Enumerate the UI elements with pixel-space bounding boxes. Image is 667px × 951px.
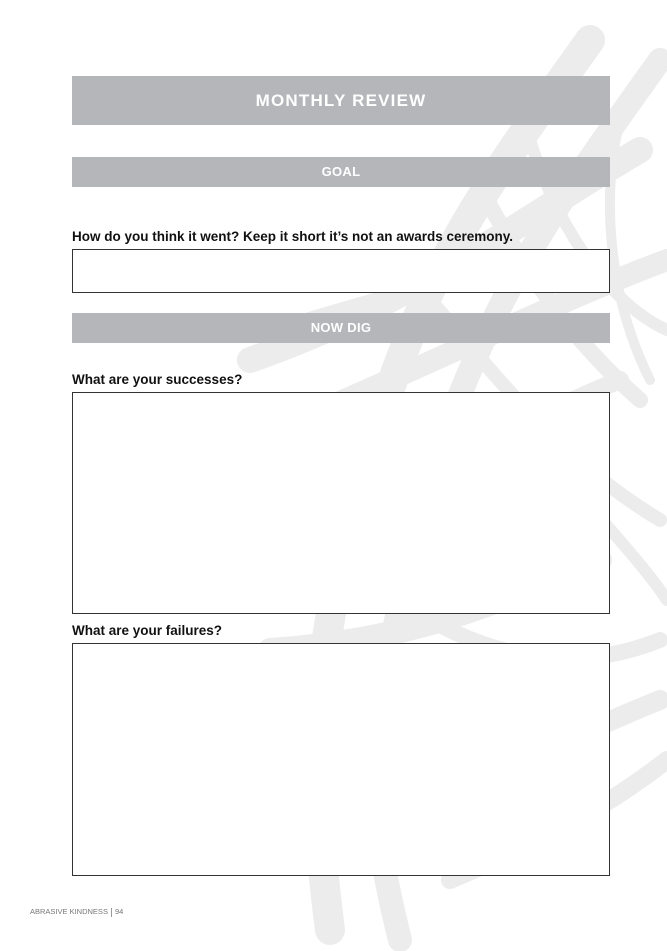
how-it-went-field[interactable] (72, 249, 610, 293)
successes-field[interactable] (72, 392, 610, 614)
footer-brand: ABRASIVE KINDNESS (30, 907, 108, 916)
footer-separator (111, 908, 112, 917)
failures-label: What are your failures? (72, 623, 223, 638)
page-footer (30, 907, 123, 917)
goal-section-header: GOAL (72, 157, 610, 187)
now-dig-section-header: NOW DIG (72, 313, 610, 343)
page-number: 94 (114, 907, 124, 916)
how-it-went-label: How do you think it went? Keep it short it’s not an awards ceremony. (72, 229, 514, 244)
failures-field[interactable] (72, 643, 610, 876)
successes-label: What are your successes? (72, 372, 243, 387)
page-title-banner: MONTHLY REVIEW (72, 76, 610, 125)
